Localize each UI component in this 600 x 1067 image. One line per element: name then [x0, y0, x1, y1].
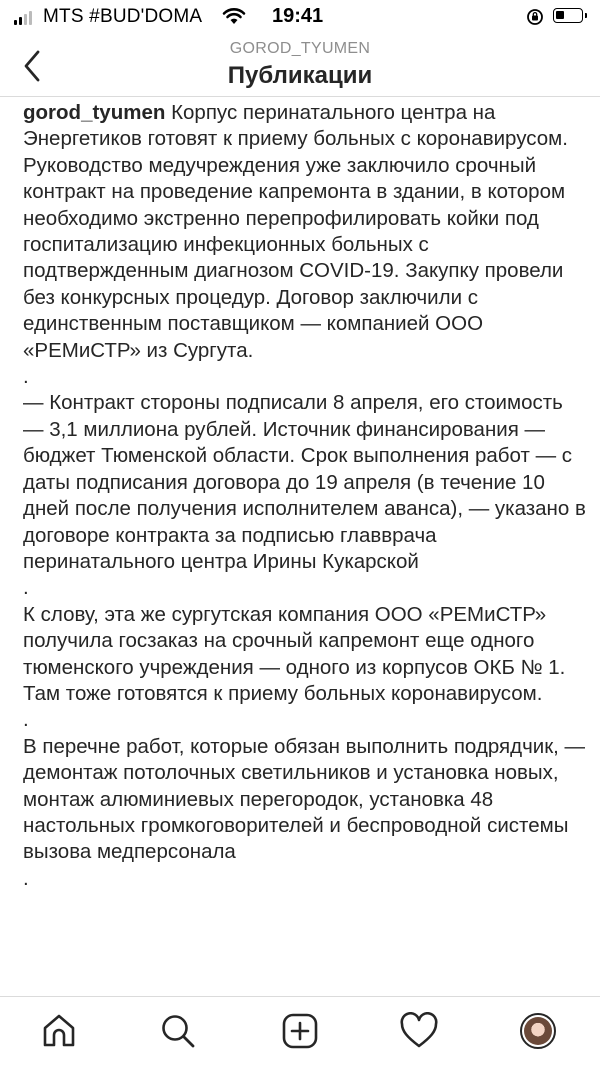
caption-text: Корпус перинатального центра на Энергетиков готовят к приему больных с коронавирусом. Руководство медучреждения уже заключило срочный контракт на проведение капремонта в здании, в котором необходимо экстренно перепрофилировать койки под госпитализацию инфекционных больных с подтвержденным диагнозом COVID-19. Закупку провели без конкурсных процедур. Договор заключили с единственным поставщиком — компанией ООО «РЕМиСТР» из Сургута. [23, 101, 568, 362]
caption-separator: . [23, 708, 29, 732]
rotation-lock-icon [526, 8, 544, 32]
account-name[interactable]: GOROD_TYUMEN [229, 40, 371, 57]
caption-separator: . [23, 866, 29, 890]
post-caption-area [23, 100, 588, 996]
bottom-navigation [0, 996, 600, 1067]
nav-search-button[interactable] [158, 1011, 198, 1051]
nav-profile-button[interactable] [518, 1011, 558, 1051]
wifi-icon [222, 7, 246, 31]
carrier-name: MTS #BUD'DOMA [43, 6, 203, 27]
page-title: Публикации [227, 62, 373, 89]
caption-separator: . [23, 576, 29, 600]
status-bar [0, 0, 600, 34]
caption-paragraph: В перечне работ, которые обязан выполнить подрядчик, — демонтаж потолочных светильников и установка новых, монтаж алюминиевых перегородок, установка 48 настольных громкоговорителей и беспроводной системы вызова медперсонала [23, 734, 586, 864]
signal-strength-icon [14, 9, 32, 25]
header [0, 34, 600, 97]
caption-separator: . [23, 365, 29, 389]
caption-paragraph: — Контракт стороны подписали 8 апреля, его стоимость — 3,1 миллиона рублей. Источник финансирования — бюджет Тюменской области. Срок выполнения работ — с даты подписания договора до 19 апреля (в течение 10 дней после получения исполнителем аванса), — указано в договоре контракта за подписью главврача перинатального центра Ирины Кукарской [23, 391, 586, 573]
search-icon [159, 1012, 197, 1050]
heart-icon [399, 1012, 439, 1050]
caption-paragraph: К слову, эта же сургутская компания ООО «РЕМиСТР» получила госзаказ на срочный капремонт еще одного тюменского учреждения — одного из корпусов ОКБ № 1. Там тоже готовятся к приему больных коронавирусом. [23, 602, 566, 705]
nav-new-post-button[interactable] [280, 1011, 320, 1051]
battery-icon [553, 8, 583, 23]
caption-paragraph [23, 100, 588, 364]
username-link[interactable]: gorod_tyumen [23, 101, 166, 124]
home-icon [40, 1012, 78, 1050]
nav-activity-button[interactable] [399, 1011, 439, 1051]
post-caption [23, 100, 588, 892]
plus-square-icon [281, 1012, 319, 1050]
nav-home-button[interactable] [39, 1011, 79, 1051]
clock: 19:41 [272, 5, 324, 27]
avatar [520, 1013, 556, 1049]
